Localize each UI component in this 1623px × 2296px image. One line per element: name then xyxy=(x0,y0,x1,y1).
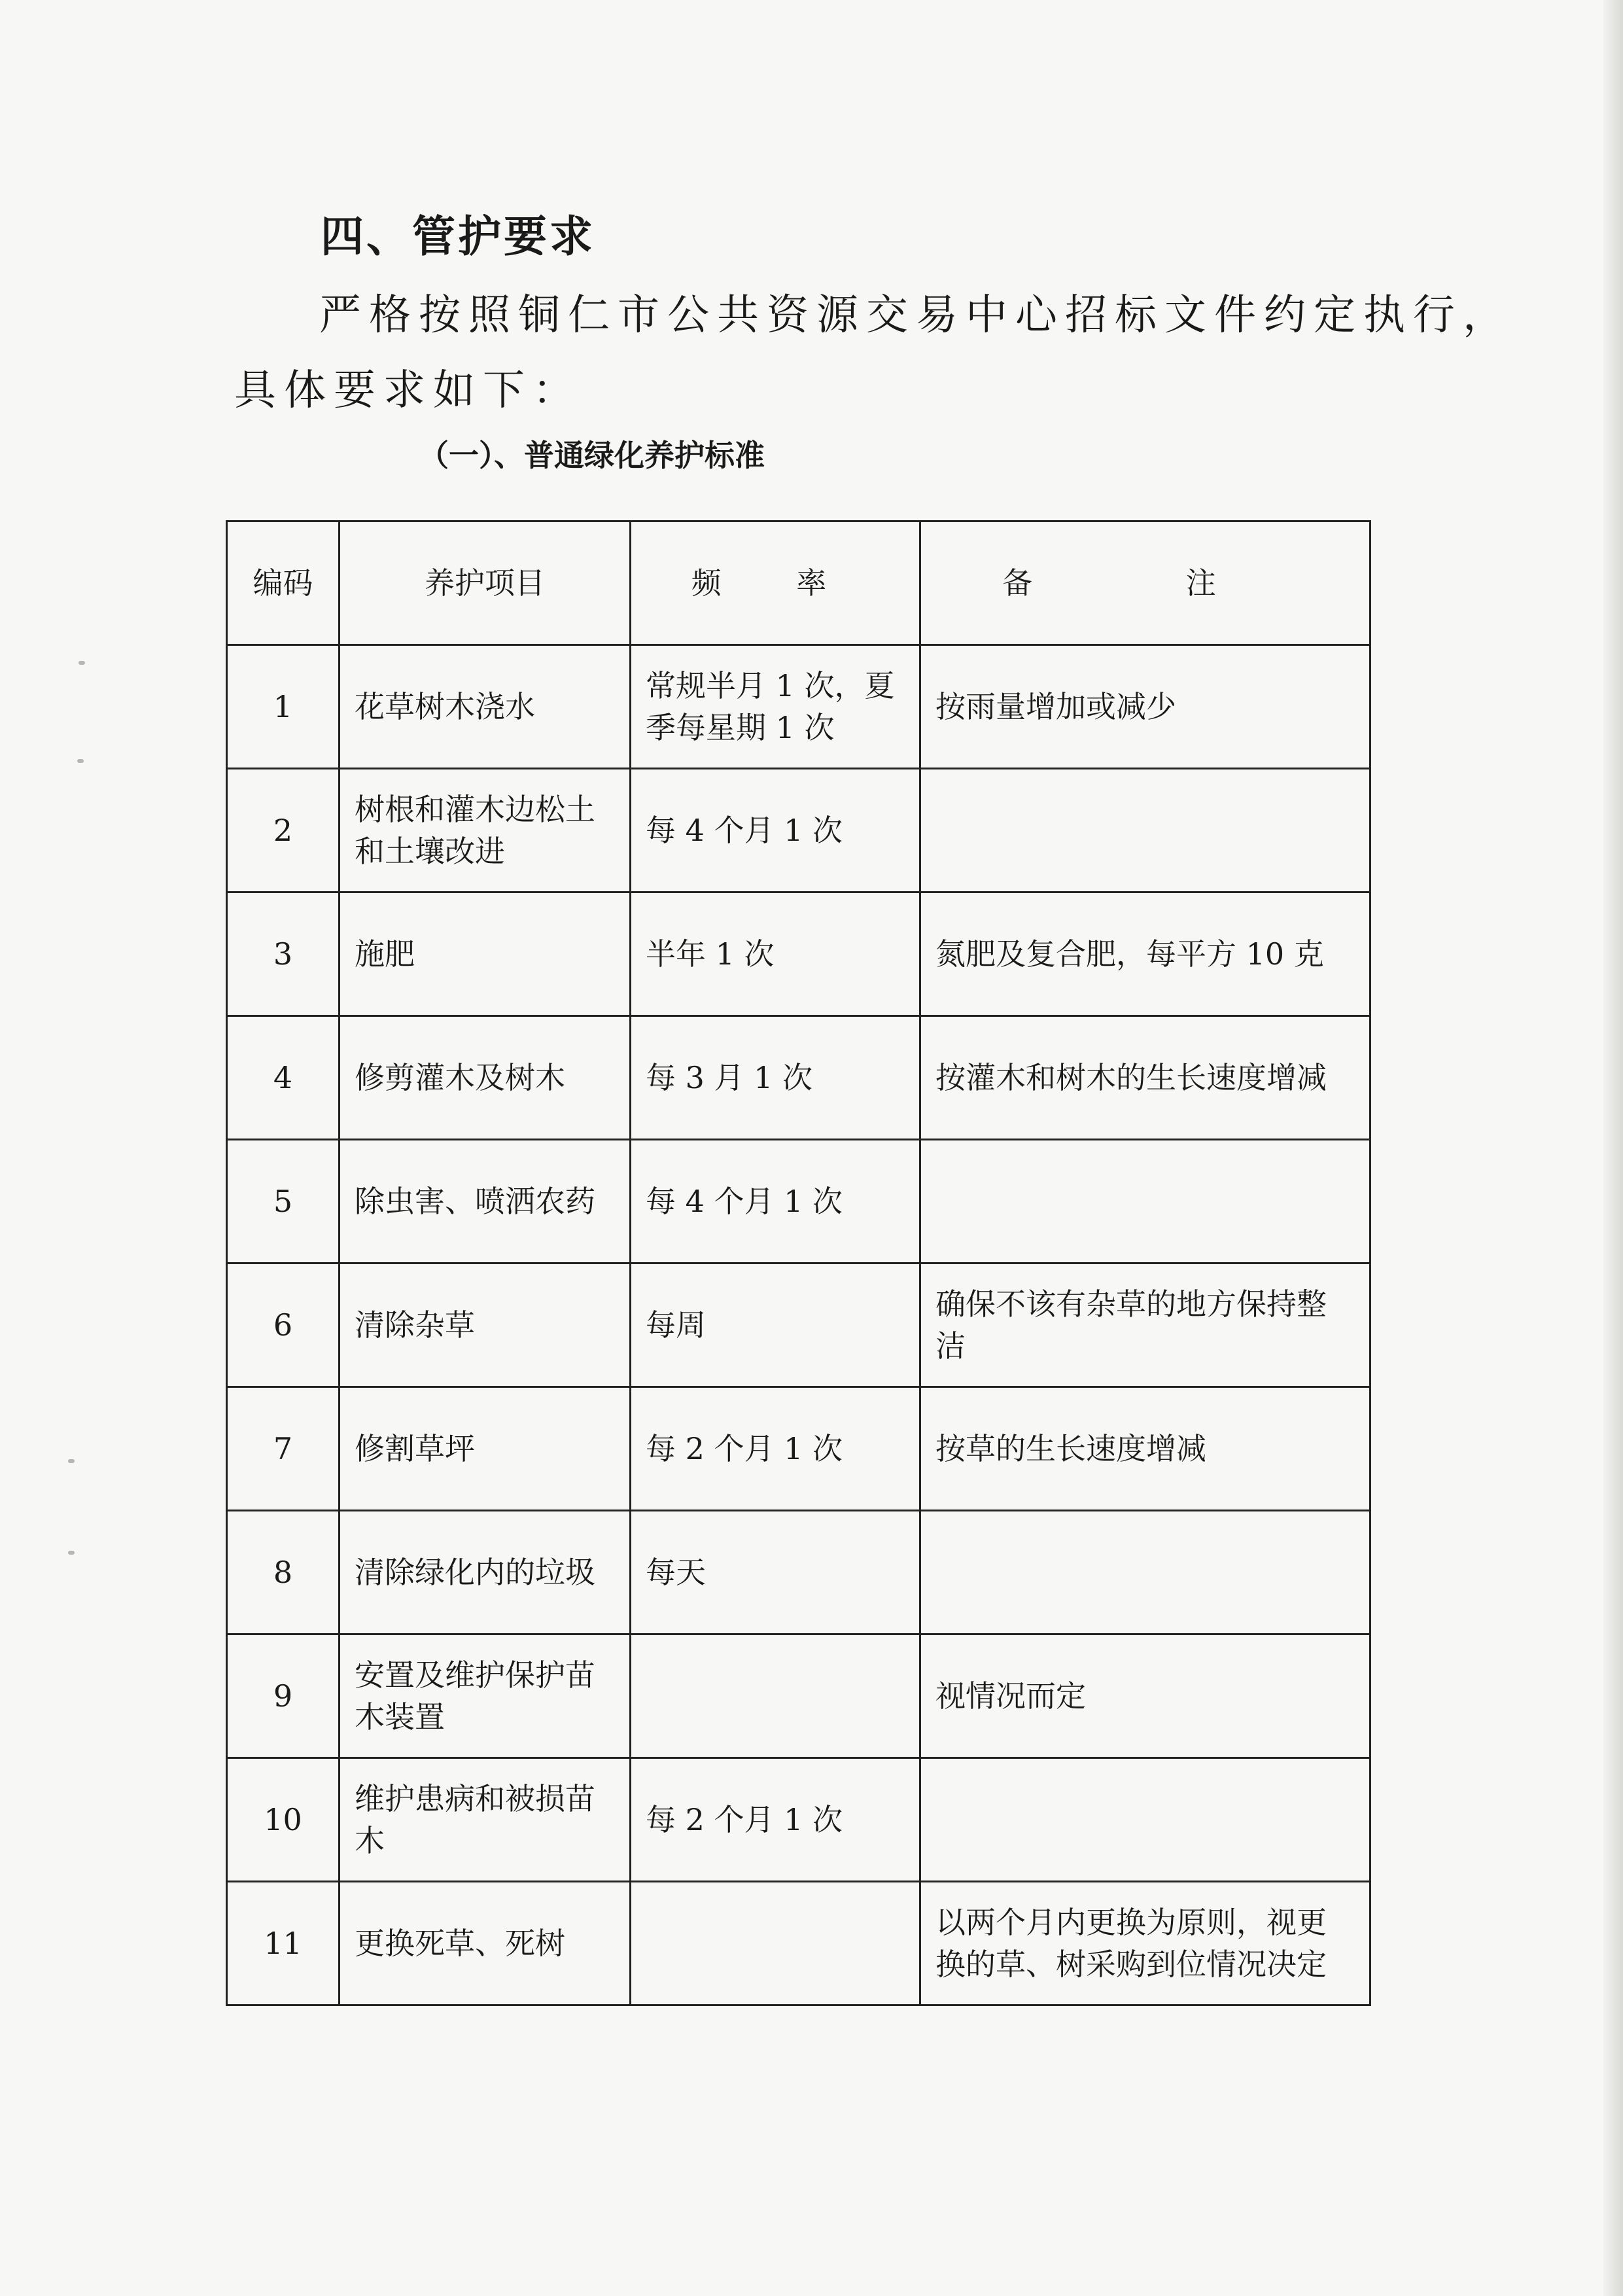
row-code: 2 xyxy=(227,769,340,892)
row-item: 修割草坪 xyxy=(340,1387,631,1511)
row-code: 11 xyxy=(227,1882,340,2005)
row-item: 树根和灌木边松土和土壤改进 xyxy=(340,769,631,892)
row-code: 6 xyxy=(227,1263,340,1387)
row-code: 7 xyxy=(227,1387,340,1511)
header-code: 编码 xyxy=(227,521,340,645)
row-item: 清除杂草 xyxy=(340,1263,631,1387)
row-item: 施肥 xyxy=(340,892,631,1016)
row-note xyxy=(920,1140,1370,1263)
intro-line-1: 严格按照铜仁市公共资源交易中心招标文件约定执行， xyxy=(319,291,1512,340)
row-code: 10 xyxy=(227,1758,340,1882)
table-row xyxy=(227,892,1370,1016)
row-frequency xyxy=(631,1634,920,1758)
scan-speck xyxy=(68,1459,75,1463)
intro-line-2: 具体要求如下： xyxy=(234,366,582,415)
row-note: 按雨量增加或减少 xyxy=(920,645,1370,769)
table-row xyxy=(227,1511,1370,1634)
row-code: 1 xyxy=(227,645,340,769)
row-frequency: 常规半月 1 次，夏季每星期 1 次 xyxy=(631,645,920,769)
row-item: 更换死草、死树 xyxy=(340,1882,631,2005)
row-code: 5 xyxy=(227,1140,340,1263)
row-frequency: 每 2 个月 1 次 xyxy=(631,1387,920,1511)
row-note: 氮肥及复合肥，每平方 10 克 xyxy=(920,892,1370,1016)
row-note xyxy=(920,1511,1370,1634)
row-item: 清除绿化内的垃圾 xyxy=(340,1511,631,1634)
table-row xyxy=(227,769,1370,892)
row-frequency: 每 2 个月 1 次 xyxy=(631,1758,920,1882)
row-code: 9 xyxy=(227,1634,340,1758)
row-code: 8 xyxy=(227,1511,340,1634)
row-code: 4 xyxy=(227,1016,340,1140)
header-frequency: 频 率 xyxy=(631,521,920,645)
scan-speck xyxy=(68,1551,75,1555)
row-item: 花草树木浇水 xyxy=(340,645,631,769)
row-note: 视情况而定 xyxy=(920,1634,1370,1758)
row-item: 除虫害、喷洒农药 xyxy=(340,1140,631,1263)
row-note xyxy=(920,769,1370,892)
section-heading: 四、管护要求 xyxy=(321,211,595,262)
row-frequency: 每 3 月 1 次 xyxy=(631,1016,920,1140)
table-row xyxy=(227,1387,1370,1511)
table-row xyxy=(227,645,1370,769)
table-row xyxy=(227,1016,1370,1140)
greening-maintenance-table xyxy=(226,520,1371,2006)
row-note: 确保不该有杂草的地方保持整洁 xyxy=(920,1263,1370,1387)
row-item: 安置及维护保护苗木装置 xyxy=(340,1634,631,1758)
row-frequency: 半年 1 次 xyxy=(631,892,920,1016)
row-frequency: 每周 xyxy=(631,1263,920,1387)
subsection-heading: （一）、普通绿化养护标准 xyxy=(419,438,765,473)
row-frequency xyxy=(631,1882,920,2005)
row-note: 以两个月内更换为原则，视更换的草、树采购到位情况决定 xyxy=(920,1882,1370,2005)
row-frequency: 每天 xyxy=(631,1511,920,1634)
row-item: 维护患病和被损苗木 xyxy=(340,1758,631,1882)
header-item: 养护项目 xyxy=(340,521,631,645)
table-row xyxy=(227,1758,1370,1882)
scan-speck xyxy=(79,661,85,665)
table-header-row xyxy=(227,521,1370,645)
header-note: 备 注 xyxy=(920,521,1370,645)
table-row xyxy=(227,1634,1370,1758)
row-note: 按草的生长速度增减 xyxy=(920,1387,1370,1511)
row-note: 按灌木和树木的生长速度增减 xyxy=(920,1016,1370,1140)
table-row xyxy=(227,1882,1370,2005)
row-note xyxy=(920,1758,1370,1882)
page-edge-shadow xyxy=(1603,0,1623,2296)
row-frequency: 每 4 个月 1 次 xyxy=(631,769,920,892)
row-frequency: 每 4 个月 1 次 xyxy=(631,1140,920,1263)
row-item: 修剪灌木及树木 xyxy=(340,1016,631,1140)
scan-speck xyxy=(77,759,84,763)
row-code: 3 xyxy=(227,892,340,1016)
table-row xyxy=(227,1263,1370,1387)
table-row xyxy=(227,1140,1370,1263)
